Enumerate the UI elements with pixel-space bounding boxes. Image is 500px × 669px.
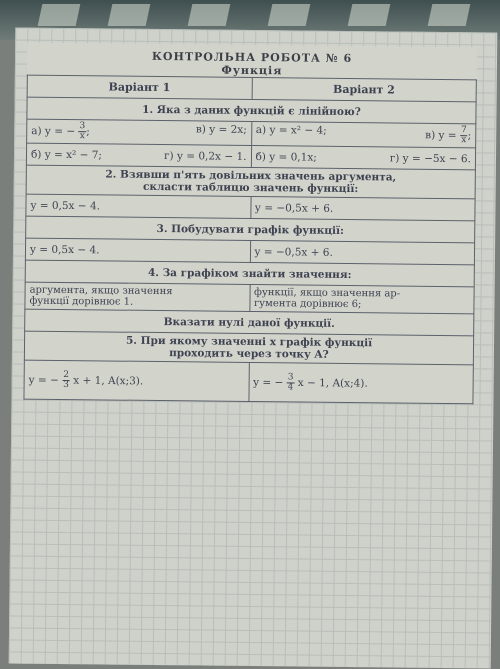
fraction-denominator: 3: [63, 379, 69, 390]
fraction-denominator: 4: [287, 381, 294, 392]
worksheet-subtitle: Функція: [221, 63, 283, 78]
q2-variant-2: y = −0,5x + 6.: [250, 196, 475, 220]
question-3: 3. Побудувати графік функції:: [26, 216, 475, 243]
background-tile: [108, 4, 151, 26]
q3-variant-2: y = −0,5x + 6.: [250, 240, 475, 264]
q5-v2-prefix: y = −: [253, 376, 284, 389]
question-4: 4. За графіком знайти значення:: [25, 260, 474, 287]
worksheet-title: КОНТРОЛЬНА РОБОТА № 6: [151, 49, 353, 66]
q5-variant-1: [24, 360, 249, 401]
q3-variant-1: y = 0,5x − 4.: [25, 238, 250, 262]
fraction-numerator: 7: [460, 125, 467, 136]
question-5-line-1: 5. При якому значенні x графік функції: [125, 334, 373, 350]
question-2: [26, 165, 475, 199]
worksheet: [23, 43, 477, 405]
q4-v1-line-2: функції дорівнює 1.: [29, 295, 134, 308]
fraction-denominator: x: [461, 135, 467, 146]
q1-v2-option-v-suffix: ;: [467, 129, 472, 142]
background-tile: [38, 4, 81, 26]
q2-variant-1: y = 0,5x − 4.: [26, 194, 251, 218]
q1-v1-option-v: в) y = 2x;: [195, 123, 247, 136]
question-2-line-2: скласти таблицю значень функції:: [142, 180, 359, 196]
q1-v1-option-b: б) y = x² − 7;: [30, 148, 103, 161]
q5-v1-fraction: [62, 371, 70, 390]
q1-v1-option-a-fraction: [78, 122, 86, 141]
question-5-line-2: проходить через точку A?: [169, 347, 329, 361]
background-tile: [188, 4, 231, 26]
q1-variant-2-row-1: [251, 121, 476, 147]
q5-variant-2: [248, 362, 473, 403]
q5-v2-fraction: [287, 373, 295, 392]
question-5: [24, 331, 473, 365]
q4-v2-line-2: гумента дорівнює 6;: [253, 298, 362, 311]
fraction-numerator: 3: [287, 371, 294, 382]
q5-v2-suffix: x − 1, A(x;4).: [297, 376, 368, 390]
fraction-numerator: 3: [79, 121, 86, 132]
grid-paper-sheet: [9, 27, 498, 668]
question-4-extra: Вказати нулі даної функції.: [25, 309, 474, 336]
q1-variant-2-row-2: [251, 145, 476, 169]
task-table: [23, 75, 476, 405]
q1-variant-1-row-1: [27, 119, 252, 145]
q4-v2-line-1: функції, якщо значення ар-: [254, 287, 401, 300]
q1-v1-option-a-prefix: а) y = −: [31, 125, 76, 138]
variant-1-header: Варіант 1: [27, 75, 252, 99]
q4-v1-line-1: аргумента, якщо значення: [29, 284, 173, 298]
fraction-denominator: x: [79, 131, 85, 142]
q1-v2-option-g: г) y = −5x − 6.: [389, 151, 472, 165]
q4-variant-1: [25, 282, 250, 311]
q5-v1-suffix: x + 1, A(x;3).: [73, 374, 144, 387]
background-tile: [428, 4, 471, 26]
q1-v1-option-g: г) y = 0,2x − 1.: [163, 149, 247, 163]
background-tile: [268, 4, 311, 26]
q1-v2-option-b: б) y = 0,1x;: [255, 150, 317, 164]
q1-v1-option-a-suffix: ;: [86, 125, 90, 138]
fraction-numerator: 2: [63, 369, 70, 380]
variant-2-header: Варіант 2: [252, 77, 477, 101]
q5-v1-prefix: y = −: [28, 373, 59, 386]
q1-variant-1-row-2: [26, 143, 251, 167]
q4-variant-2: [249, 284, 474, 313]
q1-v2-option-a: а) y = x² − 4;: [255, 124, 327, 137]
question-1: 1. Яка з даних функцій є лінійною?: [27, 97, 476, 124]
question-2-line-1: 2. Взявши п'ять довільних значень аргумента,: [105, 168, 397, 184]
q1-v2-option-v-prefix: в) y =: [425, 129, 461, 142]
worksheet-heading: [27, 43, 477, 80]
background-tile: [348, 4, 391, 26]
